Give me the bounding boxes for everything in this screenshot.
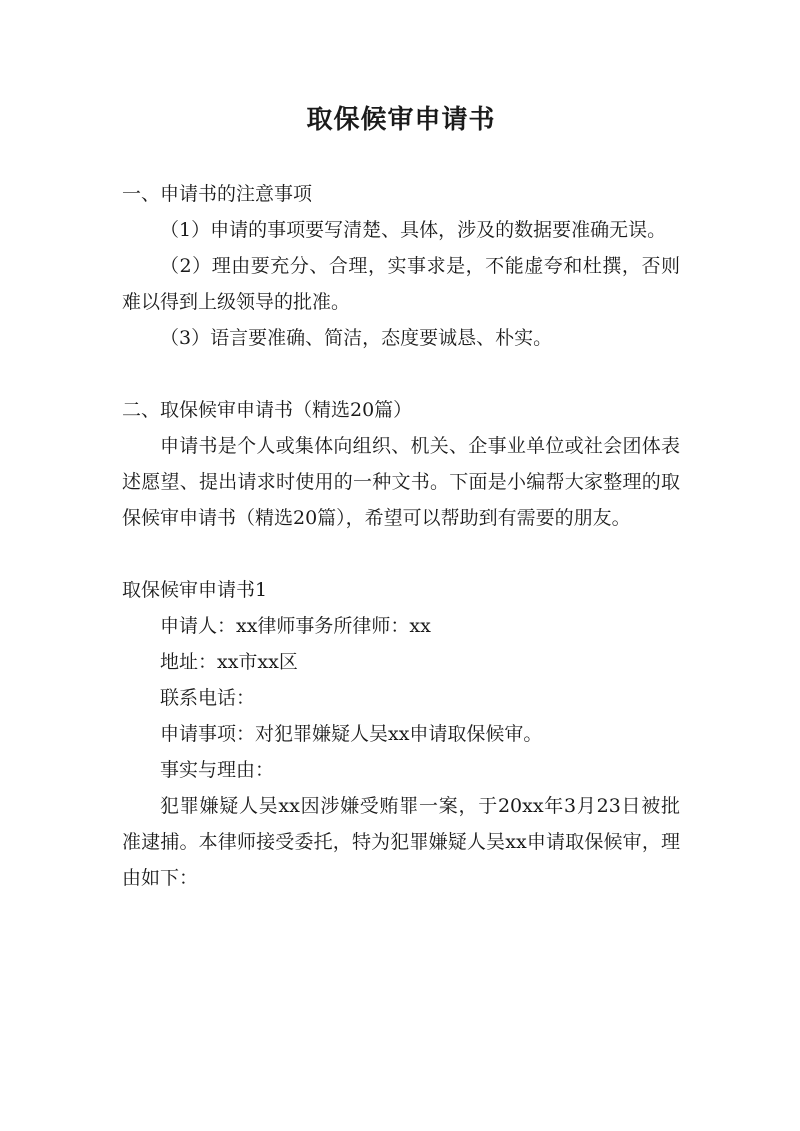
note-item-2: （2）理由要充分、合理，实事求是，不能虚夸和杜撰，否则难以得到上级领导的批准。 [122, 255, 680, 313]
facts-label: 事实与理由： [160, 759, 275, 781]
phone-line: 联系电话： [160, 687, 256, 709]
document-title: 取保候审申请书 [306, 105, 496, 135]
spacer [122, 536, 680, 572]
applicant-line: 申请人：xx律师事务所律师：xx [160, 615, 431, 637]
letter-heading: 取保候审申请书1 [122, 579, 268, 601]
note-item-1: （1）申请的事项要写清楚、具体，涉及的数据要准确无误。 [160, 219, 667, 241]
section-heading-collection: 二、取保候审申请书（精选20篇） [122, 399, 413, 421]
spacer [122, 356, 680, 392]
section-heading-notes: 一、申请书的注意事项 [122, 183, 313, 205]
address-line: 地址：xx市xx区 [160, 651, 298, 673]
facts-paragraph: 犯罪嫌疑人吴xx因涉嫌受贿罪一案，于20xx年3月23日被批准逮捕。本律师接受委托，特为犯罪嫌疑人吴xx申请取保候审，理由如下： [122, 795, 680, 889]
note-item-3: （3）语言要准确、简洁，态度要诚恳、朴实。 [160, 327, 553, 349]
matter-line: 申请事项：对犯罪嫌疑人吴xx申请取保候审。 [160, 723, 543, 745]
intro-paragraph: 申请书是个人或集体向组织、机关、企事业单位或社会团体表述愿望、提出请求时使用的一种文书。下面是小编帮大家整理的取保候审申请书（精选20篇），希望可以帮助到有需要的朋友。 [122, 435, 680, 529]
